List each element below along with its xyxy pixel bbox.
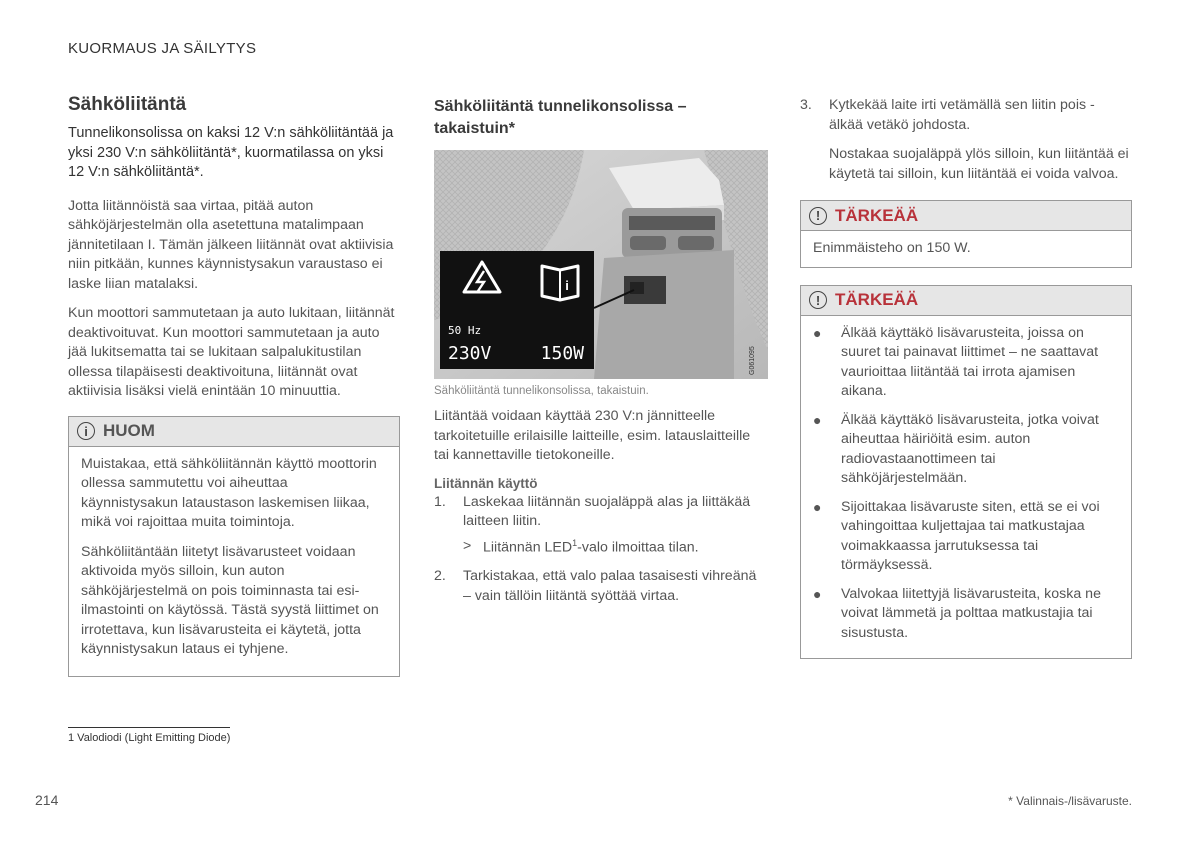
important-box-2 — [800, 285, 1132, 660]
usage-paragraph: Liitäntää voidaan käyttää 230 V:n jännitteelle tarkoitetuille erilaisille laitteille, esim. latauslaitteille tai kannettaville tietokoneille. — [434, 408, 751, 463]
step-1 — [434, 493, 768, 532]
note-box-header — [69, 417, 399, 447]
bullet: ● — [813, 324, 822, 341]
step-2 — [434, 567, 768, 606]
important-box-2-body — [801, 316, 1131, 659]
step-number: 2. — [434, 568, 446, 585]
footnote-divider — [68, 727, 230, 728]
optional-equipment-note: * Valinnais-/lisävaruste. — [1008, 794, 1132, 808]
intro-paragraph: Tunnelikonsolissa on kaksi 12 V:n sähköliitäntää ja yksi 230 V:n sähköliitäntä*, kuormatilassa on yksi 12 V:n sähköliitäntä*. — [68, 125, 394, 180]
note-box — [68, 416, 400, 677]
note-box-body — [69, 447, 399, 676]
usage-heading: Liitännän käyttö — [434, 475, 538, 491]
warning-list — [813, 324, 1119, 644]
console-photo — [434, 150, 768, 379]
important-label: TÄRKEÄÄ — [835, 290, 919, 309]
image-hz-label: 50 Hz — [448, 324, 482, 337]
step-number: 1. — [434, 493, 446, 510]
usage-steps-cont — [434, 567, 768, 606]
info-icon: i — [77, 422, 95, 440]
list-item — [813, 585, 1119, 644]
bullet: ● — [813, 498, 822, 515]
note-paragraph-2: Sähköliitäntään liitetyt lisävarusteet voidaan aktivoida myös silloin, kun auton sähköjärjestelmä on pois toiminnasta tai esi-ilmastointi on käytössä. Tästä syystä liittimet on irrotettava, kun lisävarusteita ei käytetä, jotta käynnistysakun lataus ei tyhjene. — [81, 543, 379, 657]
important-box-1 — [800, 200, 1132, 268]
column-middle — [434, 96, 768, 614]
note-label: HUOM — [103, 421, 155, 440]
result-text — [483, 538, 699, 556]
result-text-pre: Liitännän LED — [483, 539, 573, 556]
important-box-1-body — [801, 231, 1131, 267]
step-text: Kytkekää laite irti vetämällä sen liitin pois - älkää vetäkö johdosta. — [829, 97, 1095, 133]
list-item-text: Älkää käyttäkö lisävarusteita, joissa on suuret tai painavat liittimet – ne saattavat vaurioittaa liitäntää tai irrota ajamisen aikana. — [841, 324, 1099, 399]
list-item — [813, 411, 1119, 489]
step-text: Tarkistakaa, että valo palaa tasaisesti vihreänä – vain tällöin liitäntä syöttää virtaa. — [463, 568, 757, 604]
image-watt-label: 150W — [540, 343, 584, 364]
list-item-text: Valvokaa liitettyjä lisävarusteita, koska ne voivat lämmetä ja polttaa matkustajia tai sisustusta. — [841, 585, 1101, 641]
max-power-text: Enimmäisteho on 150 W. — [813, 240, 971, 256]
footnote-ref: 1 — [572, 537, 578, 548]
exclamation-icon: ! — [809, 291, 827, 309]
result-text-post: -valo ilmoittaa tilan. — [577, 539, 699, 556]
bullet: ● — [813, 411, 822, 428]
exclamation-icon: ! — [809, 207, 827, 225]
step-number: 3. — [800, 97, 812, 113]
svg-text:i: i — [565, 278, 569, 293]
subsection-title: Sähköliitäntä tunnelikonsolissa – takaistuin* — [434, 98, 687, 137]
column-left — [68, 92, 400, 677]
usage-steps — [434, 493, 768, 532]
result-marker: > — [463, 537, 472, 554]
step-text: Laskekaa liitännän suojaläppä alas ja liittäkää laitteen liitin. — [463, 493, 751, 529]
list-item — [813, 324, 1119, 402]
important-box-1-header — [801, 201, 1131, 231]
list-item-text: Sijoittakaa lisävaruste siten, että se ei voi vahingoittaa kuljettajaa tai matkustajaa voimakkaassa jarrutuksessa tai törmäyksessä. — [841, 498, 1100, 573]
important-label: TÄRKEÄÄ — [835, 205, 919, 225]
usage-steps-3 — [800, 96, 1132, 135]
section-title: Sähköliitäntä — [68, 94, 187, 115]
console-illustration — [434, 150, 768, 379]
list-item-text: Älkää käyttäkö lisävarusteita, jotka voivat aiheuttaa häiriöitä esim. auton radiovastaanottimeen tai sähköjärjestelmään. — [841, 411, 1099, 486]
footnote: 1 Valodiodi (Light Emitting Diode) — [68, 732, 231, 744]
note-paragraph-1: Muistakaa, että sähköliitännän käyttö moottorin ollessa sammutettu voi aiheuttaa käynnistysakun lataustason laskemisen liikaa, mikä voi rajoittaa muita toimintoja. — [81, 455, 377, 530]
step3-note: Nostakaa suojaläppä ylös silloin, kun liitäntää ei käytetä tai silloin, kun liitäntää ei voida valvoa. — [829, 146, 1129, 182]
list-item — [813, 498, 1119, 576]
body-paragraph-2: Kun moottori sammutetaan ja auto lukitaan, liitännät deaktivoituvat. Kun moottori sammutetaan ja auto jää lukitsematta tai se lukitaan salpalukitustilan ollessa tilapäisesti deaktivoituna, liitännät ovat aktiivisia lisäksi vielä enintään 10 minuuttia. — [68, 305, 395, 399]
image-code-label: G061095 — [749, 346, 756, 375]
bullet: ● — [813, 585, 822, 602]
important-box-2-header — [801, 286, 1131, 316]
body-paragraph-1: Jotta liitännöistä saa virtaa, pitää auton sähköjärjestelmän olla asetettuna matalimpaan jännitetilaan I. Tämän jälkeen liitännät ovat aktiivisia niin pitkään, kunnes käynnistysakun varaustaso ei laske liian matalaksi. — [68, 197, 394, 292]
step-3 — [800, 96, 1132, 135]
column-right — [800, 96, 1132, 659]
step-result — [463, 538, 768, 556]
photo-caption: Sähköliitäntä tunnelikonsolissa, takaistuin. — [434, 385, 649, 397]
section-header: KUORMAUS JA SÄILYTYS — [68, 40, 257, 57]
page-number: 214 — [35, 792, 59, 808]
image-volt-label: 230V — [448, 343, 492, 364]
